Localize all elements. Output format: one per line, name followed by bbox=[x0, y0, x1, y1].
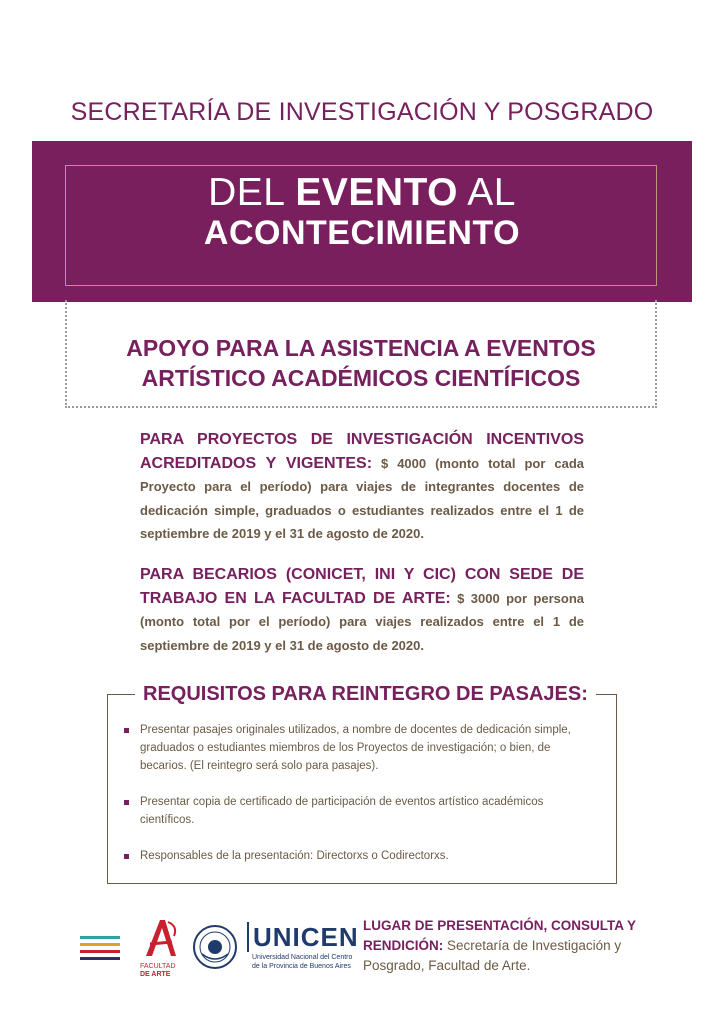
stripe bbox=[80, 943, 120, 946]
apoyo-heading bbox=[65, 333, 657, 393]
svg-text:DE ARTE: DE ARTE bbox=[140, 971, 171, 978]
requisitos-title: REQUISITOS PARA REINTEGRO DE PASAJES: bbox=[135, 681, 596, 707]
title-line-2: ACONTECIMIENTO bbox=[203, 214, 521, 252]
apoyo-line-2: ARTÍSTICO ACADÉMICOS CIENTÍFICOS bbox=[141, 365, 581, 391]
requisito-text: Presentar copia de certificado de participación de eventos artístico académicos científicos. bbox=[140, 796, 544, 826]
requisito-text: Responsables de la presentación: Directorxs o Codirectorxs. bbox=[140, 850, 449, 862]
unicen-name: UNICEN bbox=[247, 922, 359, 952]
stripe bbox=[80, 950, 120, 953]
proyectos-text: $ 4000 (monto total por cada Proyecto para el período) para viajes de integrantes docentes de dedicación simple, graduados o estudiantes realizados entre el 1 de septiembre de 2019 y el 31 de agosto de 2020. bbox=[140, 455, 584, 541]
unicen-subtitle: Universidad Nacional del Centro de la Provincia de Buenos Aires bbox=[252, 954, 353, 970]
becarios-paragraph bbox=[140, 563, 584, 657]
requisito-item bbox=[124, 721, 594, 775]
lugar-text: Secretaría de Investigación y Posgrado, Facultad de Arte. bbox=[363, 938, 622, 973]
stripe bbox=[80, 957, 120, 960]
proyectos-highlight: PARA PROYECTOS DE INVESTIGACIÓN INCENTIVOS ACREDITADOS Y VIGENTES: bbox=[140, 431, 584, 472]
title-line-1 bbox=[32, 171, 692, 215]
bullet-square-icon bbox=[124, 728, 129, 733]
apoyo-line-1: APOYO PARA LA ASISTENCIA A EVENTOS bbox=[126, 335, 596, 361]
requisito-text: Presentar pasajes originales utilizados, a nombre de docentes de dedicación simple, graduados o estudiantes miembros de los Proyectos de investigación; o bien, de becarios. (El reintegro será solo para pasajes). bbox=[140, 724, 571, 772]
becarios-text: $ 3000 por persona (monto total por el período) para viajes realizados entre el 1 de septiembre de 2019 y el 31 de agosto de 2020. bbox=[140, 590, 584, 653]
university-seal-icon bbox=[192, 924, 238, 970]
title-pre: DEL bbox=[208, 171, 296, 214]
stripe bbox=[80, 936, 120, 939]
becarios-highlight: PARA BECARIOS (CONICET, INI Y CIC) CON SEDE DE TRABAJO EN LA FACULTAD DE ARTE: bbox=[140, 566, 584, 607]
svg-text:FACULTAD: FACULTAD bbox=[140, 963, 176, 970]
bullet-square-icon bbox=[124, 854, 129, 859]
facultad-de-arte-logo bbox=[138, 916, 184, 978]
lugar-info bbox=[363, 916, 653, 976]
bullet-square-icon bbox=[124, 800, 129, 805]
requisito-item bbox=[124, 847, 594, 865]
title-post: AL bbox=[458, 171, 516, 214]
title-banner bbox=[32, 141, 692, 302]
proyectos-paragraph bbox=[140, 428, 584, 546]
color-stripes-icon bbox=[80, 936, 120, 964]
lugar-highlight: LUGAR DE PRESENTACIÓN, CONSULTA Y RENDICIÓN: bbox=[363, 918, 636, 953]
secretaria-heading: SECRETARÍA DE INVESTIGACIÓN Y POSGRADO bbox=[70, 98, 654, 126]
requisito-item bbox=[124, 793, 594, 829]
title-bold: EVENTO bbox=[295, 171, 459, 214]
